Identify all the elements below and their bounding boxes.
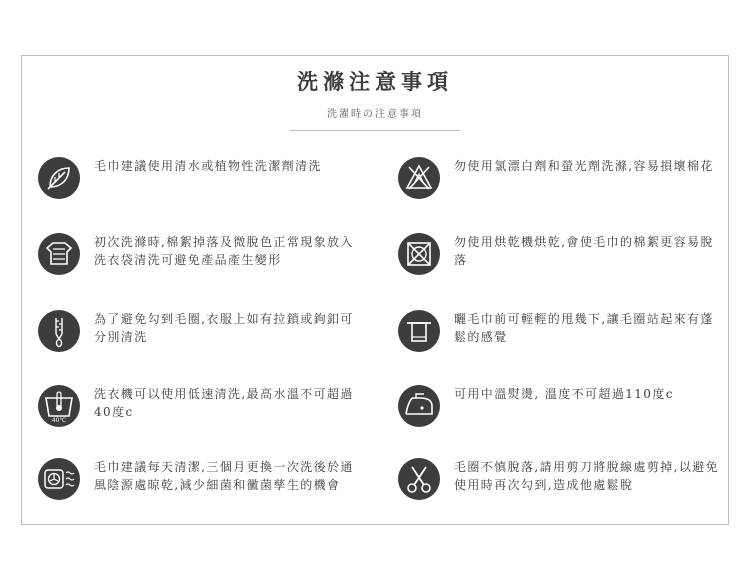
no-tumble-dry-icon xyxy=(398,233,440,275)
care-item-text: 毛圈不慎脫落,請用剪刀將脫線處剪掉,以避免使用時再次勾到,造成他處鬆脫 xyxy=(454,460,720,492)
care-item-text: 毛巾建議使用清水或植物性洗潔劑清洗 xyxy=(94,159,322,173)
care-item-text: 勿使用氯漂白劑和螢光劑洗滌,容易損壞棉花 xyxy=(454,159,714,173)
zipper-icon xyxy=(38,310,80,352)
hanging-towel-icon xyxy=(398,310,440,352)
no-bleach-icon xyxy=(398,157,440,199)
fan-ventilation-icon xyxy=(38,458,80,500)
title-divider xyxy=(290,130,460,131)
towel-pattern-icon xyxy=(38,233,80,275)
wash-40c-icon xyxy=(38,385,80,427)
page-title: 洗滌注意事項 xyxy=(297,70,453,94)
care-item-text: 初次洗滌時,棉絮掉落及微脫色正常現象放入洗衣袋清洗可避免產品產生變形 xyxy=(94,235,354,267)
care-item-text: 為了避免勾到毛圈,衣服上如有拉鎖或鉤釦可分別清洗 xyxy=(94,312,354,344)
wash-temp-label: 40℃ xyxy=(51,417,67,424)
iron-icon xyxy=(398,385,440,427)
page-subtitle: 洗濯時の注意事項 xyxy=(327,109,423,120)
care-item-text: 毛巾建議每天清潔,三個月更換一次洗後於通風陰源處晾乾,減少細菌和黴菌孳生的機會 xyxy=(94,460,354,492)
content-frame xyxy=(21,55,729,525)
scissors-icon xyxy=(398,458,440,500)
leaf-icon xyxy=(38,157,80,199)
care-item-text: 洗衣機可以使用低速清洗,最高水溫不可超過40度c xyxy=(94,387,354,419)
care-item-text: 可用中溫熨燙, 溫度不可超過110度c xyxy=(454,387,674,401)
care-item-text: 勿使用烘乾機烘乾,會使毛巾的棉絮更容易脫落 xyxy=(454,235,714,267)
care-item-text: 曬毛巾前可輕輕的甩幾下,讓毛圈站起來有蓬鬆的感覺 xyxy=(454,312,714,344)
